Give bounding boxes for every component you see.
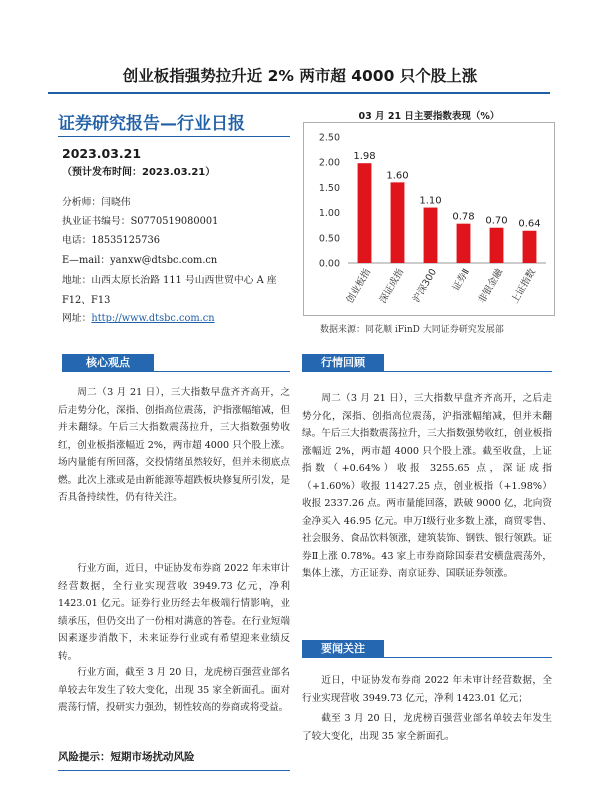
report-type-title: 证券研究报告—行业日报: [58, 114, 245, 134]
y-tick-label: 1.50: [318, 182, 340, 194]
bar-value-label: 1.98: [353, 151, 376, 163]
title-divider: [48, 92, 550, 94]
analyst-address: 地址：山西太原长治路 111 号山西世贸中心 A 座: [62, 275, 277, 286]
y-tick-label: 0.00: [318, 258, 340, 270]
analyst-name: 分析师：闫晓伟: [62, 197, 131, 208]
risk-divider: [58, 770, 290, 771]
news-rule: [302, 657, 552, 658]
y-tick-label: 1.00: [318, 208, 340, 220]
news-header: 要闻关注: [302, 640, 384, 658]
analyst-cert: 执业证书编号：S0770519080001: [62, 216, 219, 227]
chart-title: 03 月 21 日主要指数表现（%）: [358, 111, 500, 122]
analyst-address-line2: F12、F13: [62, 295, 111, 306]
bar: [424, 208, 438, 263]
report-date: 2023.03.21: [62, 146, 142, 161]
website-link[interactable]: http://www.dtsbc.com.cn: [91, 313, 215, 324]
risk-warning: 风险提示：短期市场扰动风险: [58, 751, 195, 763]
market-review-header: 行情回顾: [302, 354, 384, 372]
y-tick-label: 0.50: [318, 233, 340, 245]
publish-date: （预计发布时间：2023.03.21）: [62, 167, 216, 178]
analyst-phone: 电话：18535125736: [62, 235, 160, 246]
market-review-rule: [302, 371, 552, 372]
document-title: 创业板指强势拉升近 2% 两市超 4000 只个股上涨: [122, 67, 478, 85]
analyst-email: E—mail：yanxw@dtsbc.com.cn: [62, 255, 218, 266]
bar-value-label: 0.78: [452, 211, 475, 223]
news-paragraph-1: 近日，中证协发布券商 2022 年未审计经营数据，全行业实现营收 3949.73 亿元，净利 1423.01 亿元；: [302, 675, 552, 704]
core-paragraph-1: 周二（3 月 21 日），三大指数早盘齐齐高开，之后走势分化，深指、创指高位震荡，沪指涨幅缩减，但并未翻绿。午后三大指数震荡拉升，三大指数强势收红，创业板指涨幅近 2%，两市超 4000 只个股上涨。场内量能有所回落，交投情绪虽然较好，但并未彻底点燃。此次上涨或是由新能源等超跌板块修复所引发，是否具备持续性，仍有待关注。: [58, 387, 290, 503]
chart-source: 数据来源：同花顺 iFinD 大同证券研究发展部: [320, 325, 504, 335]
bar: [358, 163, 372, 263]
bar-value-label: 1.10: [419, 195, 442, 207]
x-tick-label: 上证指数: [509, 267, 539, 306]
market-paragraph: 周二（3 月 21 日），三大指数早盘齐齐高开，之后走势分化，深指、创指高位震荡，沪指涨幅缩减，但并未翻绿。午后三大指数震荡拉升，三大指数强势收红，创业板指涨幅近 2%，两市超 4000 只个股上涨。截至收盘，上证指数（+0.64%）收报 3255.65 点，深证成指（+1.60%）收报 11427.25 点，创业板指（+1.98%）收报 2337.26 点。两市量能回落，跌破 9000 亿，北向资金净买入 46.95 亿元。申万Ⅰ级行业多数上涨，商贸零售、社会服务、食品饮料领涨，建筑装饰、钢铁、银行领跌。证券Ⅱ上涨 0.78%。43 家上市券商除国泰君安横盘震荡外，集体上涨，方正证券、南京证券、国联证券领涨。: [302, 393, 552, 579]
bar-value-label: 1.60: [386, 170, 409, 182]
core-view-header: 核心观点: [62, 354, 154, 372]
bar-value-label: 0.64: [518, 218, 541, 230]
x-tick-label: 证券Ⅱ: [450, 267, 473, 294]
x-tick-label: 深证成指: [377, 267, 407, 306]
core-paragraph-3: 行业方面，截至 3 月 20 日，龙虎榜百强营业部名单较去年发生了较大变化，出现 35 家全新面孔。面对震荡行情，投研实力强劲，韧性较高的券商或将受益。: [58, 667, 290, 713]
bar: [391, 182, 405, 263]
website-label: 网址：: [62, 313, 92, 324]
core-view-rule: [62, 371, 290, 372]
bar: [490, 228, 504, 263]
y-tick-label: 2.50: [318, 132, 340, 144]
chart-container: [303, 122, 555, 316]
bar-value-label: 0.70: [485, 215, 508, 227]
analyst-website: [62, 312, 215, 326]
x-tick-label: 创业板指: [344, 267, 374, 306]
news-paragraph-2: 截至 3 月 20 日，龙虎榜百强营业部名单较去年发生了较大变化，出现 35 家全新面孔。: [302, 713, 552, 742]
y-tick-label: 2.00: [318, 157, 340, 169]
core-paragraph-2: 行业方面，近日，中证协发布券商 2022 年未审计经营数据，全行业实现营收 3949.73 亿元，净利 1423.01 亿元。证券行业历经去年极端行情影响，业绩承压，但仍交出了一份相对满意的答卷。在行业短端因素逐步消散下，未来证券行业或有希望迎来业绩反转。: [58, 563, 290, 662]
x-tick-label: 沪深300: [411, 267, 440, 305]
index-performance-chart: [304, 123, 554, 315]
bar: [457, 224, 471, 263]
bar: [523, 231, 537, 263]
report-title-divider: [58, 136, 290, 137]
x-tick-label: 非银金融: [476, 267, 506, 306]
